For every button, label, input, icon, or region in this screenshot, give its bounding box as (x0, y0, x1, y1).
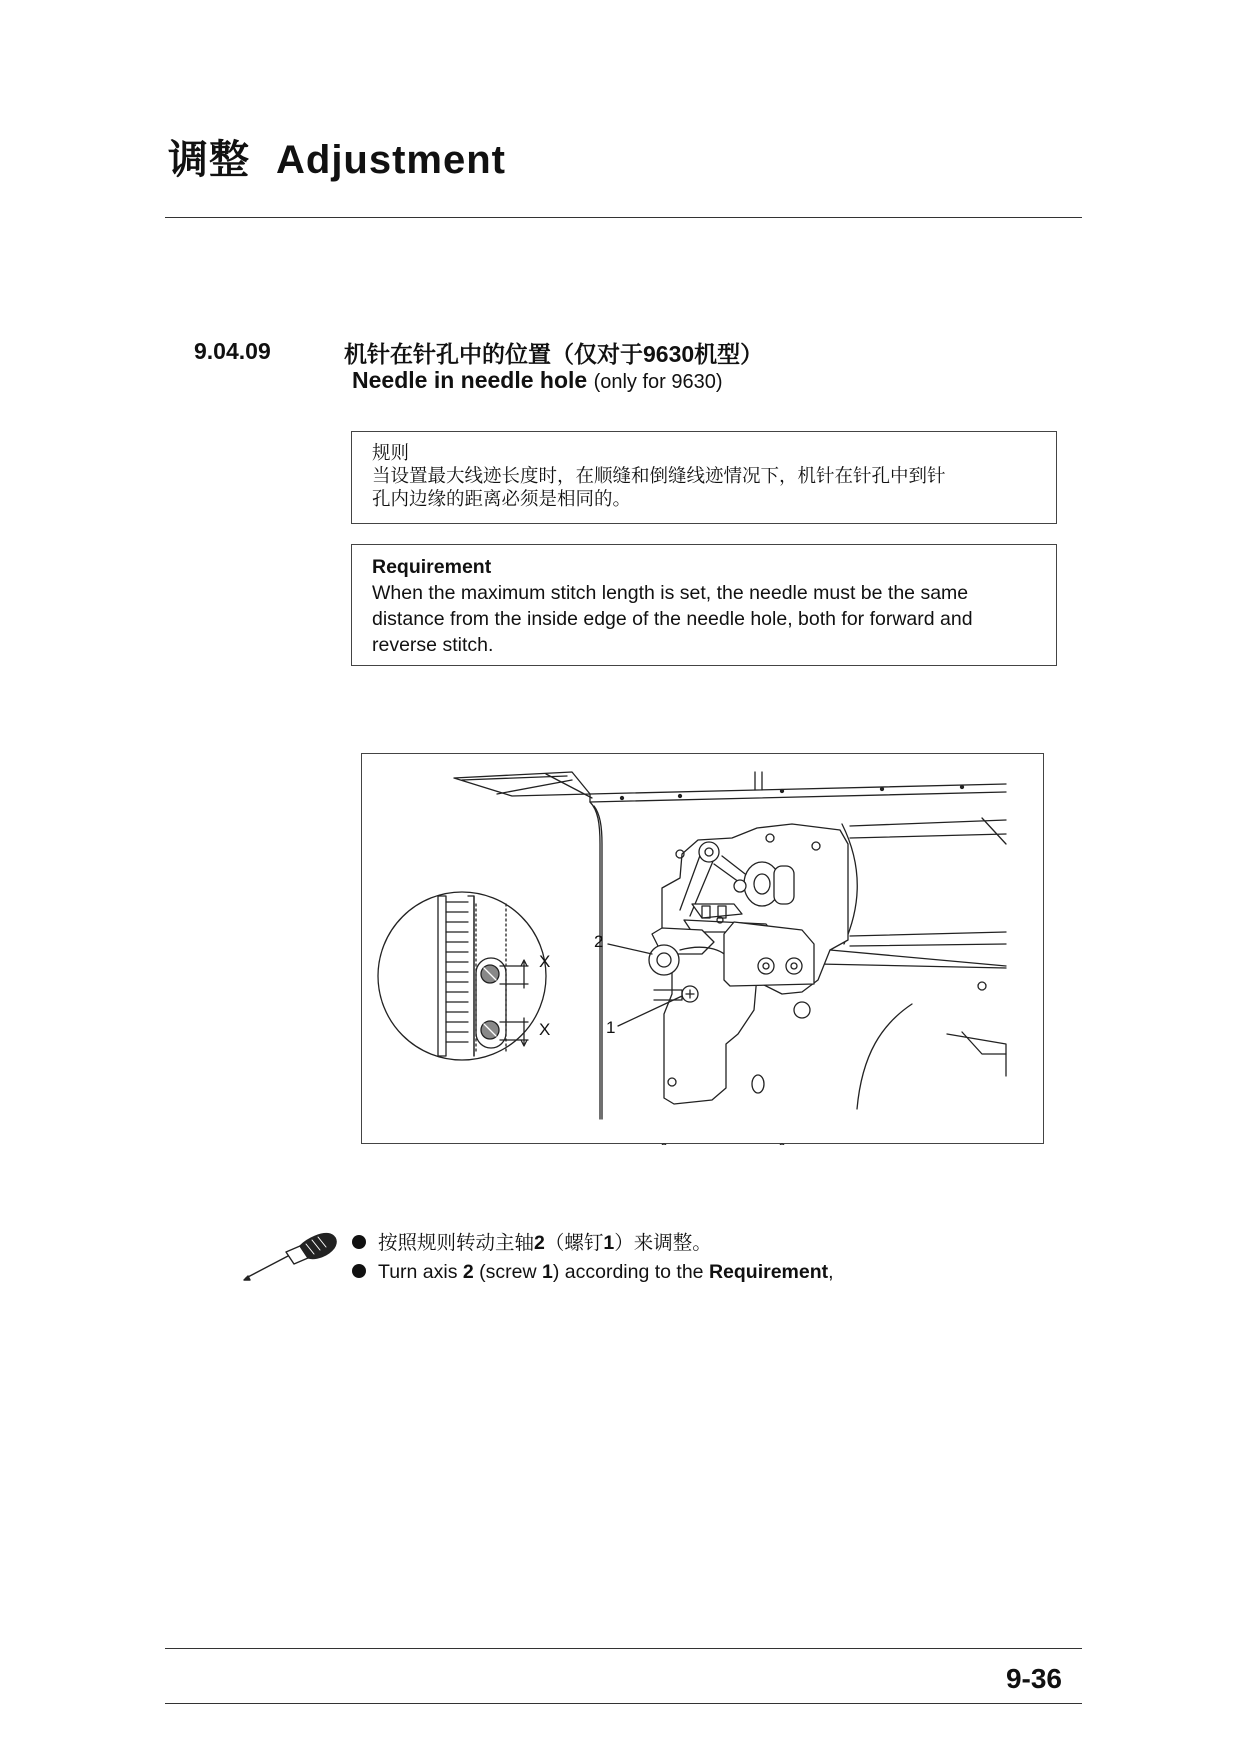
instruction-cn-text: 按照规则转动主轴 (378, 1232, 535, 1254)
section-title-en (352, 367, 723, 394)
rule-box-cn (351, 431, 1057, 524)
page-header-title (168, 128, 506, 185)
label-axis-2: 2 (594, 932, 604, 951)
requirement-heading: Requirement (372, 556, 492, 578)
header-title-en: Adjustment (276, 138, 506, 182)
instruction-cn-text-mid: （螺钉 (544, 1232, 604, 1254)
instruction-en-text-mid2: ) according to the (552, 1261, 709, 1283)
instruction-en-screw-number: 1 (542, 1261, 553, 1283)
section-title-en-main: Needle in needle hole (352, 367, 588, 393)
instruction-en-axis-number: 2 (462, 1261, 474, 1283)
instruction-en-text: Turn axis (378, 1261, 463, 1283)
section-title-cn: 机针在针孔中的位置（仅对于9630机型） (344, 341, 764, 367)
instruction-list (352, 1229, 834, 1287)
instruction-cn-axis-number: 2 (534, 1232, 545, 1254)
section-title-en-note: (only for 9630) (593, 371, 723, 393)
needle-hole-illustration (361, 753, 1044, 1144)
dimension-label-x-top: X (539, 952, 551, 971)
label-screw-1: 1 (606, 1018, 616, 1037)
footer-divider-top (165, 1648, 1082, 1649)
instruction-en-requirement: Requirement (708, 1261, 829, 1283)
requirement-text-line1: When the maximum stitch length is set, the needle must be the same (372, 582, 969, 604)
instruction-cn-screw-number: 1 (603, 1232, 615, 1254)
header-title-cn: 调整 (168, 138, 250, 182)
requirement-text-line3: reverse stitch. (372, 634, 494, 656)
rule-heading-cn: 规则 (372, 442, 410, 463)
screwdriver-icon (240, 1222, 340, 1293)
requirement-box-en (351, 544, 1057, 666)
rule-text-cn-line1: 当设置最大线迹长度时，在顺缝和倒缝线迹情况下，机针在针孔中到针 (372, 465, 946, 486)
instruction-en-text-end: , (828, 1261, 834, 1283)
header-divider (165, 217, 1082, 218)
instruction-item-cn (352, 1229, 834, 1258)
rule-text-cn-line2: 孔内边缘的距离必须是相同的。 (372, 488, 632, 509)
illustration-drawing (362, 754, 1045, 1145)
instruction-en-text-mid: (screw (473, 1261, 542, 1283)
section-number: 9.04.09 (194, 338, 271, 364)
instruction-cn-text-end: ）来调整。 (614, 1232, 712, 1254)
dimension-label-x-bottom: X (539, 1020, 551, 1039)
bullet-icon (352, 1264, 366, 1278)
bullet-icon (352, 1235, 366, 1249)
instruction-item-en (352, 1258, 834, 1287)
page-number: 9-36 (1005, 1663, 1062, 1694)
requirement-text-line2: distance from the inside edge of the needle hole, both for forward and (372, 608, 973, 630)
footer-divider-bottom (165, 1703, 1082, 1704)
